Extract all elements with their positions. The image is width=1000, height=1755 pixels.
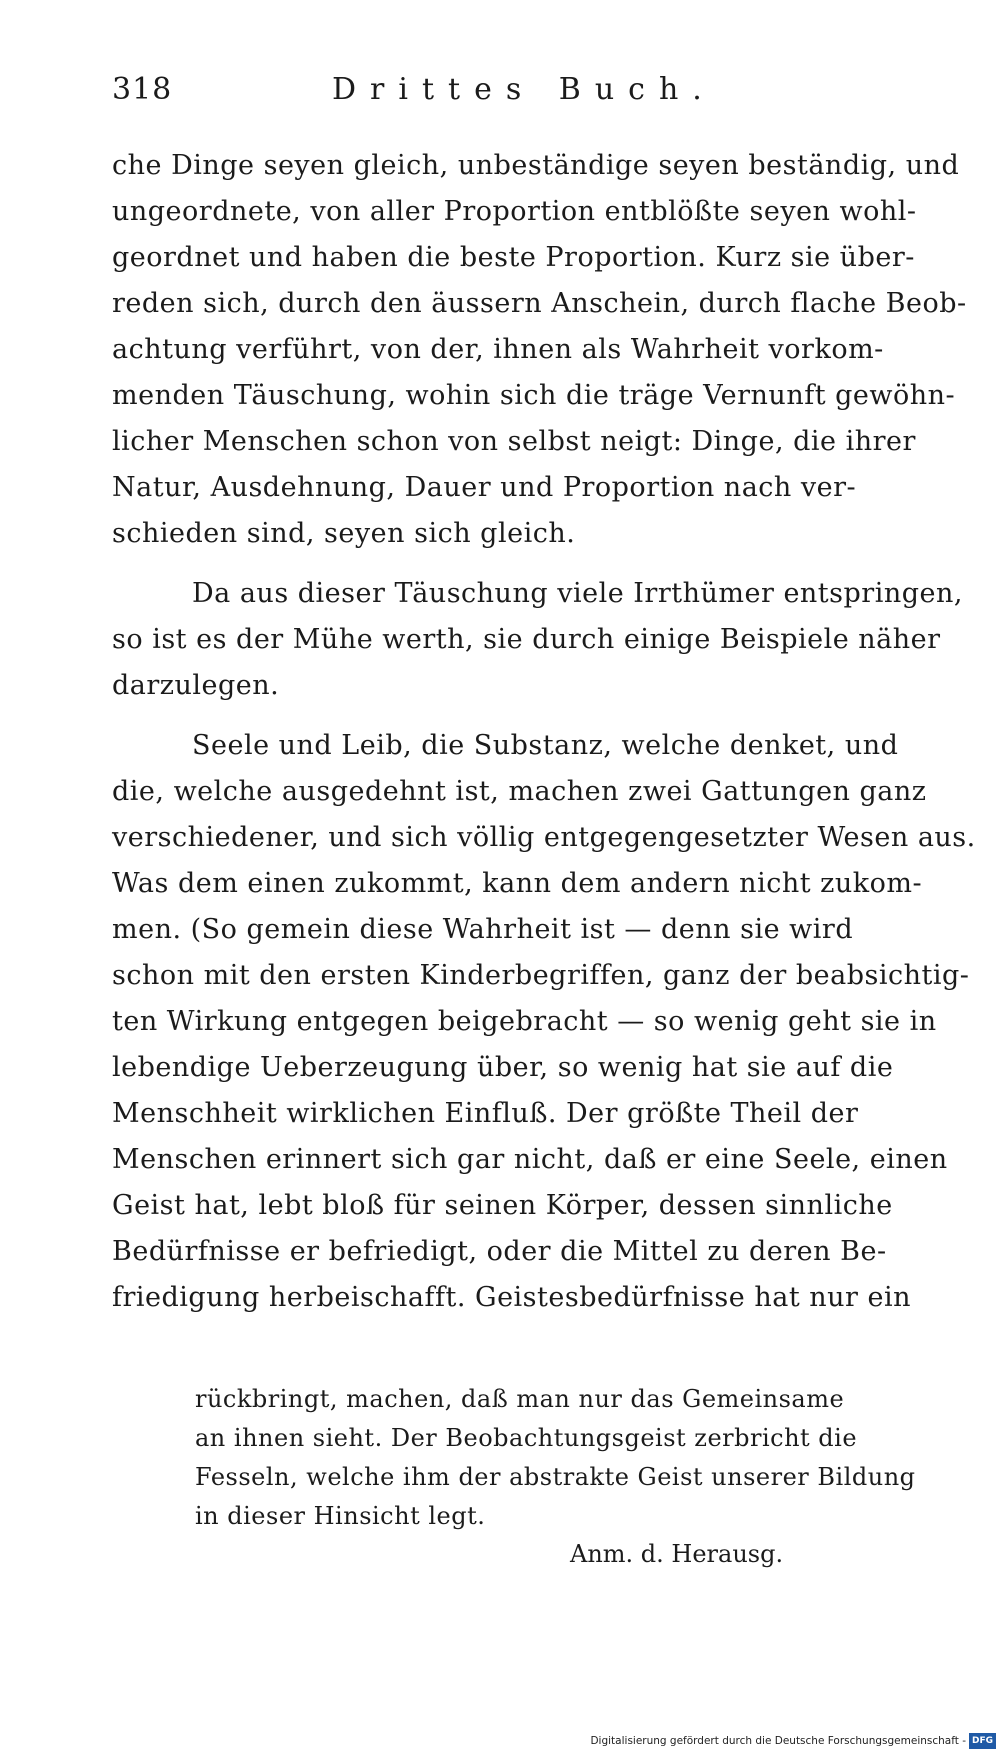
text-line: schieden sind, seyen sich gleich.: [112, 518, 576, 549]
text-line: schon mit den ersten Kinderbegriffen, ganz der beabsichtig-: [112, 960, 970, 991]
paragraph: [112, 143, 967, 557]
text-line: verschiedener, und sich völlig entgegengesetzter Wesen aus.: [112, 822, 976, 853]
paragraph: [112, 571, 963, 709]
text-line: Bedürfnisse er befriedigt, oder die Mittel zu deren Be-: [112, 1236, 887, 1267]
text-line: die, welche ausgedehnt ist, machen zwei Gattungen ganz: [112, 776, 927, 807]
text-line: ten Wirkung entgegen beigebracht — so wenig geht sie in: [112, 1006, 937, 1037]
paragraph: [112, 723, 976, 1321]
text-line: Seele und Leib, die Substanz, welche denket, und: [192, 730, 899, 761]
text-line: Geist hat, lebt bloß für seinen Körper, dessen sinnliche: [112, 1190, 893, 1221]
page-header: [112, 72, 882, 122]
footnote-line: rückbringt, machen, daß man nur das Gemeinsame: [195, 1385, 845, 1413]
credit-text: Digitalisierung gefördert durch die Deutsche Forschungsgemeinschaft -: [590, 1735, 966, 1747]
text-line: lebendige Ueberzeugung über, so wenig hat sie auf die: [112, 1052, 894, 1083]
footnote-line: in dieser Hinsicht legt.: [195, 1502, 486, 1530]
footnote-line: an ihnen sieht. Der Beobachtungsgeist zerbricht die: [195, 1424, 858, 1452]
text-line: ungeordnete, von aller Proportion entblößte seyen wohl-: [112, 196, 917, 227]
text-line: Was dem einen zukommt, kann dem andern nicht zukom-: [112, 868, 923, 899]
text-line: Menschheit wirklichen Einfluß. Der größte Theil der: [112, 1098, 859, 1129]
text-line: darzulegen.: [112, 670, 280, 701]
digitization-credit: [590, 1731, 996, 1751]
paragraph-gap: [112, 557, 882, 571]
text-line: friedigung herbeischafft. Geistesbedürfnisse hat nur ein: [112, 1282, 912, 1313]
footnote: [195, 1380, 916, 1536]
text-line: reden sich, durch den äussern Anschein, durch flache Beob-: [112, 288, 967, 319]
text-line: geordnet und haben die beste Proportion. Kurz sie über-: [112, 242, 915, 273]
text-line: menden Täuschung, wohin sich die träge Vernunft gewöhn-: [112, 380, 956, 411]
footnote-line: Fesseln, welche ihm der abstrakte Geist unserer Bildung: [195, 1463, 916, 1491]
dfg-logo-icon[interactable]: DFG: [969, 1733, 996, 1749]
paragraph-gap: [112, 709, 882, 723]
text-line: so ist es der Mühe werth, sie durch einige Beispiele näher: [112, 624, 941, 655]
text-line: che Dinge seyen gleich, unbeständige seyen beständig, und: [112, 150, 960, 181]
main-text: [112, 143, 976, 1321]
text-line: Menschen erinnert sich gar nicht, daß er eine Seele, einen: [112, 1144, 948, 1175]
text-line: men. (So gemein diese Wahrheit ist — denn sie wird: [112, 914, 854, 945]
text-line: Da aus dieser Täuschung viele Irrthümer entspringen,: [192, 578, 963, 609]
text-line: licher Menschen schon von selbst neigt: Dinge, die ihrer: [112, 426, 916, 457]
running-title: Drittes Buch.: [332, 72, 716, 107]
page-number: 318: [112, 72, 173, 107]
text-line: achtung verführt, von der, ihnen als Wahrheit vorkom-: [112, 334, 884, 365]
footnote-signature: Anm. d. Herausg.: [570, 1540, 784, 1568]
text-line: Natur, Ausdehnung, Dauer und Proportion nach ver-: [112, 472, 857, 503]
